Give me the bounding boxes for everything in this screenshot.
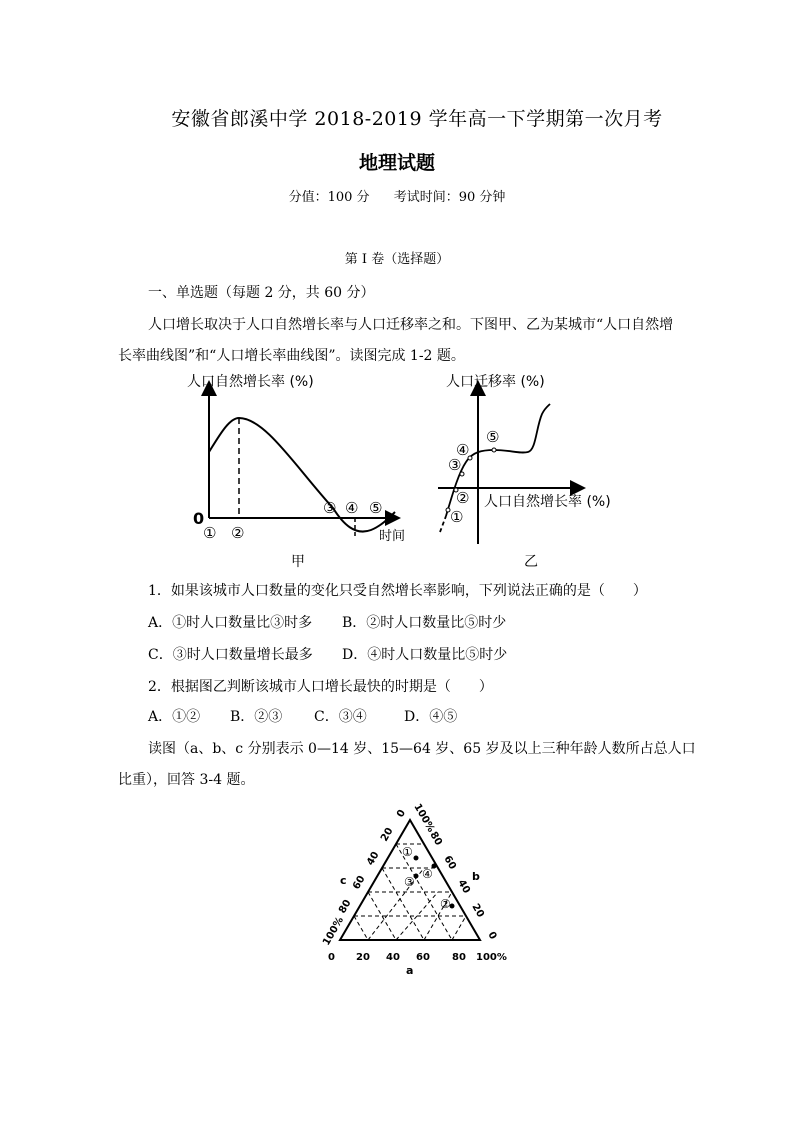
svg-text:80: 80 [452,952,466,963]
yi-point-5: ⑤ [486,428,500,446]
svg-text:100%: 100% [411,802,437,835]
question-1-option-a[interactable]: A．①时人口数量比③时多 [148,615,313,631]
question-2-stem: 2．根据图乙判断该城市人口增长最快的时期是（ ） [148,679,493,695]
jia-origin-label: 0 [193,509,205,528]
ternary-label-3: ③ [404,875,415,889]
svg-text:40: 40 [365,849,382,868]
jia-caption: 甲 [291,554,305,570]
ternary-left-ticks [321,808,408,948]
question-1-option-b[interactable]: B．②时人口数量比⑤时少 [342,615,507,631]
intro1-line1: 人口增长取决于人口自然增长率与人口迁移率之和。下图甲、乙为某城市“人口自然增 [148,317,674,333]
page-title: 安徽省郎溪中学 2018-2019 学年高一下学期第一次月考 [171,108,663,130]
svg-text:0: 0 [328,952,335,963]
intro2-line1: 读图（a、b、c 分别表示 0—14 岁、15—64 岁、65 岁及以上三种年龄人数所占总人口 [148,741,696,757]
jia-point-3: ③ [323,499,337,517]
figure-jia [185,366,415,576]
time-info: 考试时间：90 分钟 [393,190,506,205]
question-2-option-a[interactable]: A．①② [148,709,201,725]
yi-curve-start-dashed [440,516,446,532]
yi-x-label: 人口自然增长率 (%) [484,494,611,510]
jia-point-4: ④ [345,499,359,517]
question-2-option-c[interactable]: C．③④ [314,709,367,725]
question-1-option-c[interactable]: C．③时人口数量增长最多 [148,647,313,663]
svg-text:0: 0 [395,807,409,820]
svg-text:40: 40 [455,878,472,896]
svg-text:40: 40 [386,952,400,963]
ternary-axis-a: a [406,964,414,977]
question-1-option-d[interactable]: D．④时人口数量比⑤时少 [342,647,508,663]
jia-point-2: ② [231,524,245,542]
yi-point-4: ④ [456,441,470,459]
jia-point-5: ⑤ [369,499,383,517]
yi-y-label: 人口迁移率 (%) [446,374,545,390]
question-2-option-b[interactable]: B．②③ [230,709,283,725]
svg-text:100%: 100% [321,915,347,948]
yi-point-2: ② [456,489,470,507]
yi-point-1: ① [450,508,464,526]
svg-text:60: 60 [351,873,368,892]
ternary-diagram [306,796,516,978]
question-1-stem: 1．如果该城市人口数量的变化只受自然增长率影响，下列说法正确的是（ ） [148,583,647,599]
yi-marker-5 [492,448,496,452]
figure-yi [432,366,632,576]
score-info: 分值：100 分 [288,190,370,205]
subject-title: 地理试题 [358,152,435,174]
yi-point-3: ③ [448,456,462,474]
ternary-dot-1 [414,856,419,861]
svg-text:80: 80 [337,897,354,916]
ternary-axis-c: c [340,874,347,887]
part-heading: 一、单选题（每题 2 分，共 60 分） [148,285,375,301]
exam-meta [0,186,794,205]
ternary-label-1: ① [402,845,413,859]
svg-text:20: 20 [379,825,396,844]
svg-text:100%: 100% [476,952,507,963]
svg-text:20: 20 [469,902,486,920]
yi-caption: 乙 [524,554,538,570]
intro2-line2: 比重），回答 3-4 题。 [118,772,255,788]
intro1-line2: 长率曲线图”和“人口增长率曲线图”。读图完成 1-2 题。 [118,348,465,364]
ternary-axis-b: b [472,870,480,883]
svg-text:60: 60 [416,952,430,963]
section-heading: 第 I 卷（选择题） [344,252,450,267]
svg-text:80: 80 [427,830,444,848]
ternary-label-2: ② [440,897,451,911]
svg-text:60: 60 [441,854,458,872]
ternary-bottom-ticks [328,952,507,963]
svg-text:0: 0 [485,930,499,942]
svg-text:20: 20 [356,952,370,963]
jia-point-1: ① [203,524,217,542]
ternary-label-4: ④ [422,867,433,881]
jia-y-label: 人口自然增长率 (%) [187,374,314,390]
jia-x-label: 时间 [379,529,406,544]
question-2-option-d[interactable]: D．④⑤ [404,709,458,725]
jia-curve [209,418,395,532]
